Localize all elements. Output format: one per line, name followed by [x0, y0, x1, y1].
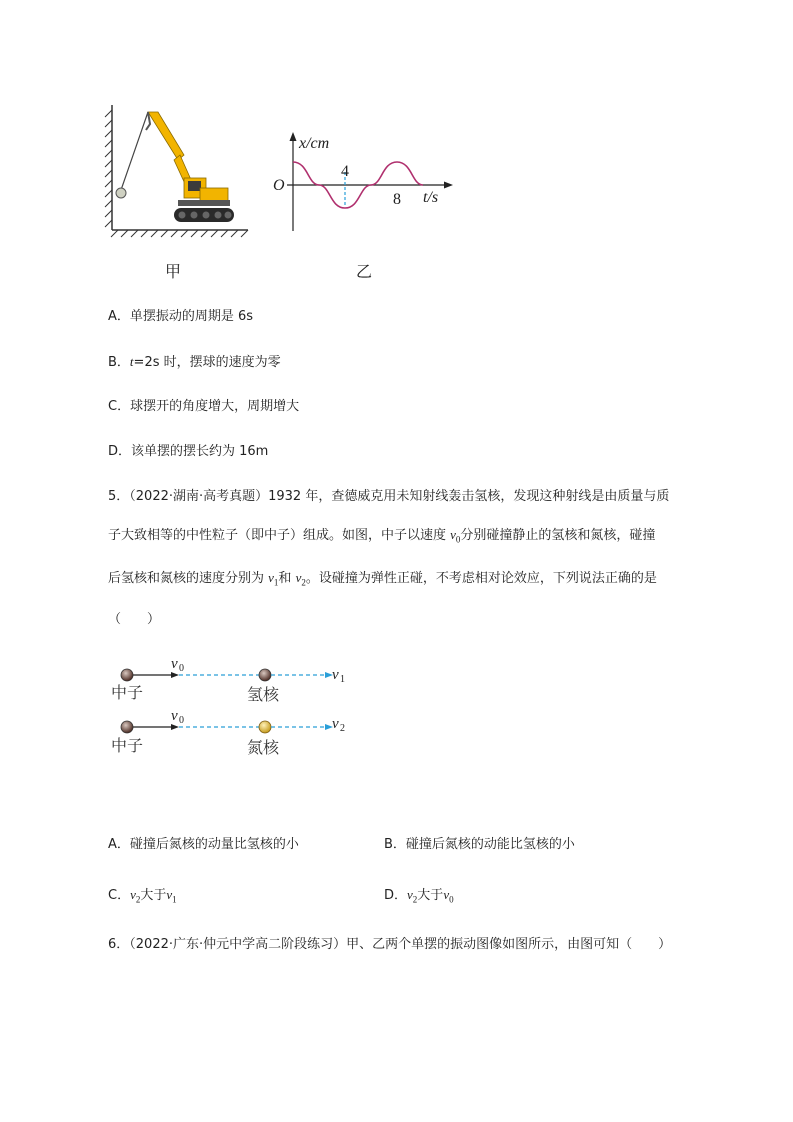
q5-option-d: [384, 886, 454, 909]
coll-v0-top-sub: 0: [179, 663, 184, 674]
q4-option-b-prefix: B．: [108, 355, 130, 370]
coll-v1-var: v: [332, 667, 339, 683]
q5-line3-a: 后氢核和氮核的速度分别为: [108, 570, 269, 586]
coll-v2-var: v: [332, 716, 339, 732]
q5-line3-b: 。设碰撞为弹性正碰，不考虑相对论效应，下列说法正确的是: [305, 570, 657, 586]
graph-y-label: x/cm: [299, 135, 330, 152]
q5-v2-var: v: [295, 569, 302, 585]
q5-and: 和: [278, 570, 296, 586]
coll-neutron-1: 中子: [111, 683, 144, 702]
collision-figure: [105, 650, 355, 760]
q5-v0-sub: 0: [455, 534, 461, 545]
coll-v1-sub: 1: [340, 674, 345, 685]
coll-nitrogen: 氮核: [247, 738, 280, 757]
q5-v2-sub: 2: [301, 577, 306, 588]
q5-option-c-v2-sub: 2: [135, 894, 141, 905]
q5-line3: [108, 559, 698, 602]
q5-option-c-prefix: C．: [108, 888, 131, 903]
q5-option-a: A．碰撞后氮核的动量比氢核的小: [108, 837, 299, 852]
q5-v1-var: v: [268, 569, 274, 585]
q5-line1: 5．（2022·湖南·高考真题）1932 年，查德威克用未知射线轰击氢核，发现这种射线是由质量与质: [108, 489, 670, 504]
q5-option-d-v2: v: [407, 887, 413, 902]
caption-jia: 甲: [165, 262, 182, 281]
coll-v0-bottom-sub: 0: [179, 715, 184, 726]
coll-hydrogen: 氢核: [247, 685, 280, 704]
q5-option-d-v0-sub: 0: [449, 894, 454, 905]
q5-option-d-v2-sub: 2: [412, 894, 418, 905]
q4-option-d: D．该单摆的摆长约为 16m: [108, 444, 269, 459]
pendulum-excavator-figure: [100, 100, 260, 245]
q5-stem: [108, 478, 698, 639]
coll-neutron-2: 中子: [111, 736, 144, 755]
q4-option-b-var: t: [129, 354, 134, 369]
caption-yi: 乙: [356, 262, 373, 281]
q5-option-c-mid: 大于: [140, 888, 167, 903]
q5-v1-sub: 1: [273, 577, 279, 588]
q4-option-c: C．球摆开的角度增大，周期增大: [108, 399, 300, 414]
q4-option-a: A．单摆振动的周期是 6s: [108, 309, 254, 324]
q5-option-c: [108, 886, 177, 909]
q4-option-b: [108, 353, 281, 372]
q6-stem: 6．（2022·广东·仲元中学高二阶段练习）甲、乙两个单摆的振动图像如图所示，由图可知（ ）: [108, 937, 672, 952]
q5-option-d-mid: 大于: [417, 888, 444, 903]
graph-tick-8: 8: [393, 191, 401, 208]
graph-origin-label: O: [273, 177, 285, 194]
q4-option-b-rest: =2s 时，摆球的速度为零: [133, 355, 281, 370]
q5-line2: [108, 516, 698, 559]
q5-option-d-v0: v: [443, 887, 450, 902]
coll-v0-top-var: v: [171, 656, 178, 672]
q5-v0-var: v: [450, 527, 456, 542]
coll-v2-sub: 2: [340, 723, 345, 734]
q5-option-c-v1-sub: 1: [172, 894, 177, 905]
q5-line4: （ ）: [108, 612, 161, 628]
q5-option-c-v2: v: [130, 887, 136, 902]
q5-option-b: B．碰撞后氮核的动能比氢核的小: [384, 837, 575, 852]
graph-x-label: t/s: [423, 189, 439, 206]
graph-tick-4: 4: [341, 163, 349, 180]
q5-option-d-prefix: D．: [384, 888, 408, 903]
q5-line2-b: 分别碰撞静止的氢核和氮核，碰撞: [460, 528, 656, 543]
q5-line2-a: 子大致相等的中性粒子（即中子）组成。如图，中子以速度: [108, 528, 451, 543]
xt-graph: [265, 128, 460, 238]
q5-option-c-v1: v: [166, 887, 173, 902]
coll-v0-bottom-var: v: [171, 708, 178, 724]
